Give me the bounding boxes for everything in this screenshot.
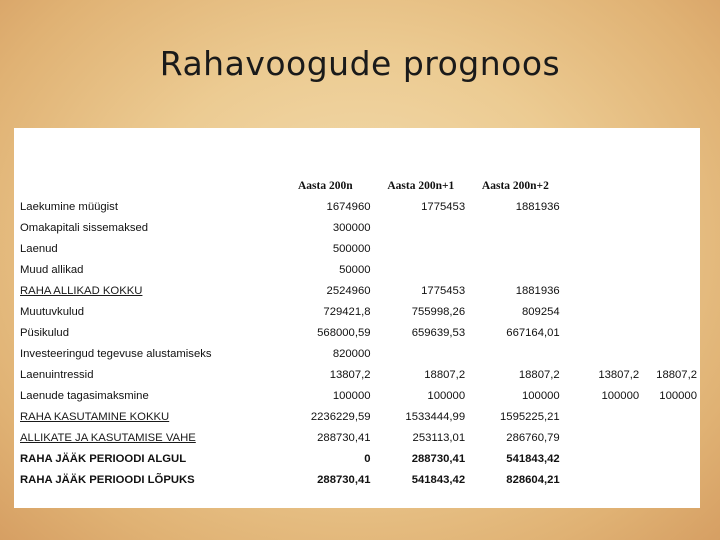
table-cell: 809254: [521, 305, 560, 318]
table-cell: [642, 322, 700, 343]
row-label: RAHA ALLIKAD KOKKU: [20, 284, 143, 297]
table-cell: 288730,41: [317, 473, 371, 486]
table-cell: 253113,01: [412, 431, 466, 444]
row-label: RAHA KASUTAMINE KOKKU: [20, 410, 170, 423]
table-row: [18, 238, 700, 259]
header-empty: [18, 175, 277, 196]
table-cell: 13807,2: [598, 368, 640, 381]
column-header: Aasta 200n+2: [481, 179, 549, 192]
table-cell: [563, 427, 642, 448]
table-cell: [563, 196, 642, 217]
table-cell: 541843,42: [506, 452, 560, 465]
table-cell: [374, 217, 469, 238]
table-cell: [642, 196, 700, 217]
table-cell: 100000: [521, 389, 560, 402]
table-cell: 18807,2: [424, 368, 466, 381]
table-cell: 541843,42: [411, 473, 466, 486]
table-cell: 2236229,59: [310, 410, 371, 423]
table-cell: [468, 343, 563, 364]
row-label: Muutuvkulud: [20, 305, 85, 318]
table-cell: 288730,41: [317, 431, 371, 444]
table-cell: 1595225,21: [500, 410, 560, 423]
table-cell: [642, 406, 700, 427]
table-cell: 100000: [601, 389, 640, 402]
header-empty: [642, 175, 700, 196]
row-label: ALLIKATE JA KASUTAMISE VAHE: [20, 431, 196, 444]
table-cell: 50000: [339, 263, 371, 276]
table-cell: [468, 238, 563, 259]
table-cell: 1775453: [421, 200, 466, 213]
table-cell: 100000: [659, 389, 697, 402]
column-header: Aasta 200n: [297, 179, 353, 192]
table-cell: [642, 301, 700, 322]
table-row: [18, 196, 700, 217]
table-row: [18, 469, 700, 490]
row-label: RAHA JÄÄK PERIOODI LÕPUKS: [20, 473, 195, 486]
table-row: [18, 364, 700, 385]
table-cell: [563, 448, 642, 469]
row-label: Muud allikad: [20, 263, 84, 276]
table-cell: [563, 406, 642, 427]
row-label: Laekumine müügist: [20, 200, 118, 213]
row-label: Laenuintressid: [20, 368, 94, 381]
table-cell: [642, 259, 700, 280]
table-cell: 2524960: [326, 284, 371, 297]
table-cell: [563, 238, 642, 259]
table-cell: 13807,2: [329, 368, 371, 381]
table-cell: 18807,2: [656, 368, 697, 381]
row-label: Omakapitali sissemaksed: [20, 221, 149, 234]
table-row: [18, 322, 700, 343]
table-cell: 659639,53: [411, 326, 466, 339]
table-cell: [563, 343, 642, 364]
cashflow-table: [18, 175, 700, 490]
table-row: [18, 406, 700, 427]
table-cell: [642, 448, 700, 469]
table-cell: 820000: [332, 347, 371, 360]
table-cell: 729421,8: [323, 305, 371, 318]
table-cell: 286760,79: [506, 431, 560, 444]
table-cell: [468, 217, 563, 238]
row-label: RAHA JÄÄK PERIOODI ALGUL: [20, 452, 187, 465]
table-cell: [563, 469, 642, 490]
table-cell: 1674960: [326, 200, 371, 213]
table-cell: [374, 343, 469, 364]
table-cell: [374, 238, 469, 259]
row-label: Investeeringud tegevuse alustamiseks: [20, 347, 212, 360]
row-label: Püsikulud: [20, 326, 69, 339]
table-cell: 288730,41: [411, 452, 466, 465]
table-row: [18, 427, 700, 448]
table-cell: [642, 280, 700, 301]
table-cell: 1881936: [515, 284, 560, 297]
table-cell: [563, 280, 642, 301]
cashflow-sheet: [14, 128, 700, 508]
table-cell: 1775453: [421, 284, 466, 297]
table-cell: 300000: [332, 221, 371, 234]
table-row: [18, 385, 700, 406]
table-cell: [642, 343, 700, 364]
table-cell: 755998,26: [411, 305, 466, 318]
table-cell: 0: [364, 452, 371, 465]
row-label: Laenude tagasimaksmine: [20, 389, 149, 402]
table-row: [18, 301, 700, 322]
table-cell: [563, 217, 642, 238]
table-row: [18, 217, 700, 238]
table-cell: [642, 427, 700, 448]
table-cell: 667164,01: [506, 326, 560, 339]
table-cell: 500000: [332, 242, 371, 255]
table-cell: [374, 259, 469, 280]
table-cell: [563, 322, 642, 343]
table-cell: 100000: [332, 389, 371, 402]
table-cell: 828604,21: [506, 473, 560, 486]
column-header: Aasta 200n+1: [387, 179, 455, 192]
table-cell: 18807,2: [518, 368, 560, 381]
table-row: [18, 259, 700, 280]
table-cell: [563, 301, 642, 322]
table-row: [18, 448, 700, 469]
table-cell: 1881936: [515, 200, 560, 213]
table-cell: [468, 259, 563, 280]
header-empty: [563, 175, 642, 196]
table-cell: [642, 238, 700, 259]
table-cell: 1533444,99: [405, 410, 466, 423]
table-header-row: [18, 175, 700, 196]
table-cell: 100000: [427, 389, 466, 402]
table-row: [18, 343, 700, 364]
table-cell: 568000,59: [317, 326, 371, 339]
slide-title: Rahavoogude prognoos: [159, 44, 561, 83]
table-cell: [563, 259, 642, 280]
table-cell: [642, 469, 700, 490]
row-label: Laenud: [20, 242, 58, 255]
table-cell: [642, 217, 700, 238]
table-row: [18, 280, 700, 301]
